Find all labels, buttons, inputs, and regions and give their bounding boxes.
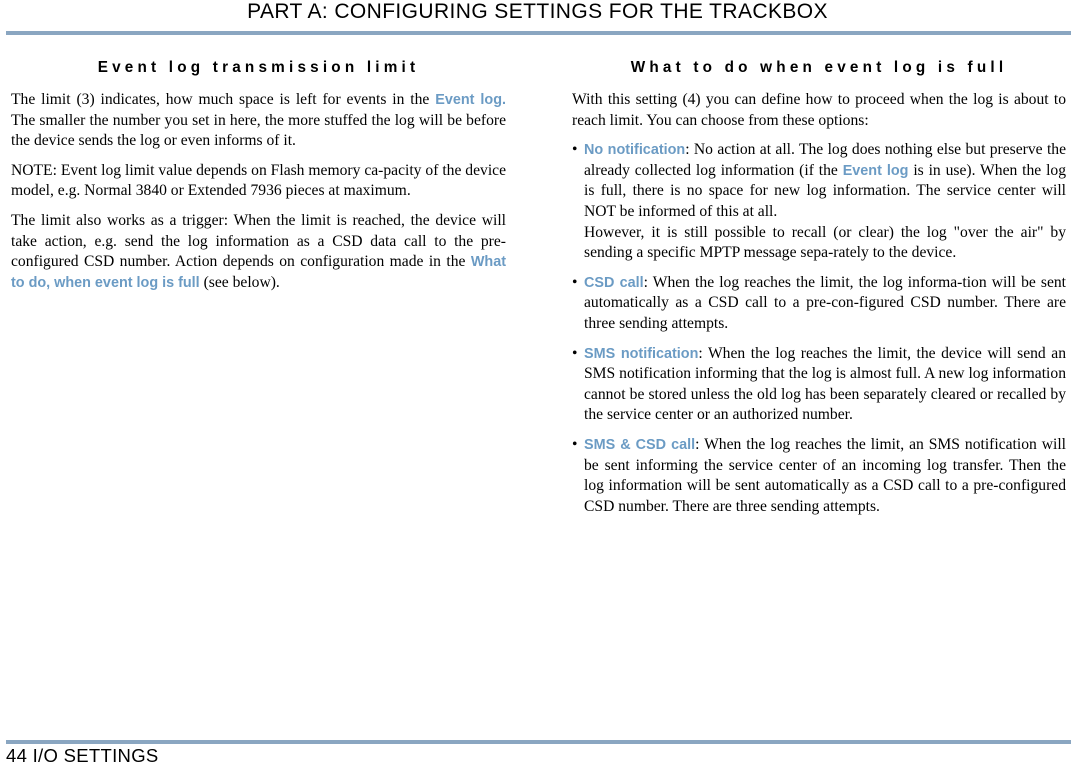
section-heading-log-full: What to do when event log is full bbox=[630, 59, 1008, 76]
what-to-do-link[interactable]: What to do, when event log is full bbox=[11, 254, 506, 291]
option-extra-text: However, it is still possible to recall (or clear) the log "over the air" by sending a specific MPTP message sepa-rately to the device. bbox=[584, 223, 1066, 262]
footer-divider bbox=[6, 740, 1071, 744]
paragraph-limit-description bbox=[11, 90, 506, 152]
option-name: CSD call bbox=[584, 274, 644, 291]
paragraph-intro: With this setting (4) you can define how to proceed when the log is about to reach limit. You can choose from these options: bbox=[572, 91, 1066, 129]
option-text bbox=[584, 273, 1066, 335]
option-text bbox=[584, 140, 1066, 222]
left-column bbox=[11, 58, 506, 302]
option-no-notification bbox=[572, 140, 1066, 264]
text-segment: The smaller the number you set in here, the more stuffed the log will be before the device sends the log or even informs of it. bbox=[11, 111, 506, 150]
option-csd-call bbox=[572, 273, 1066, 335]
paragraph-trigger bbox=[11, 211, 506, 293]
bullet-icon: • bbox=[572, 435, 578, 453]
option-sms-notification bbox=[572, 344, 1066, 426]
event-log-link[interactable]: Event log. bbox=[435, 92, 507, 108]
text-segment: : When the log reaches the limit, an SMS notification will be sent informing the service center of an incoming log transfer. Then the log information will be sent automatically as a CSD call to a pre-configured CSD number. There are three sending attempts. bbox=[584, 435, 1066, 515]
header-divider bbox=[6, 31, 1071, 35]
text-segment: (see below). bbox=[203, 273, 280, 291]
option-text bbox=[584, 435, 1066, 517]
text-segment: The limit (3) indicates, how much space is left for events in the bbox=[11, 91, 430, 108]
text-segment: : When the log reaches the limit, the log informa-tion will be sent automatically as a CSD call to a pre-con-figured CSD number. There are three sending attempts. bbox=[584, 273, 1066, 332]
paragraph-note: NOTE: Event log limit value depends on Flash memory ca-pacity of the device model, e.g. Normal 3840 or Extended 7936 pieces at maximum. bbox=[11, 161, 506, 200]
page-footer: 44 I/O SETTINGS bbox=[6, 745, 159, 766]
option-name: No notification bbox=[584, 142, 686, 159]
bullet-icon: • bbox=[572, 344, 578, 362]
option-text bbox=[584, 344, 1066, 426]
text-segment: The limit also works as a trigger: When the limit is reached, the device will take action, e.g. send the log information as a CSD data call to the pre-configured CSD number. Action depends on configuration made in the bbox=[11, 211, 506, 271]
text-segment: : No action at all. The log does nothing else but preserve the already collected log information (if the bbox=[584, 141, 1066, 179]
bullet-icon: • bbox=[572, 273, 578, 291]
section-heading-event-log-limit: Event log transmission limit bbox=[97, 59, 420, 76]
bullet-icon: • bbox=[572, 141, 578, 159]
text-segment: : When the log reaches the limit, the device will send an SMS notification informing that the log is almost full. A new log information cannot be stored unless the old log has been separately cleared or recalled by the service center or an authorized number. bbox=[584, 344, 1066, 424]
event-log-link[interactable]: Event log bbox=[842, 162, 909, 179]
option-sms-csd-call bbox=[572, 435, 1066, 517]
option-name: SMS & CSD call bbox=[584, 436, 696, 453]
option-name: SMS notification bbox=[584, 345, 699, 362]
page-header-title: PART A: CONFIGURING SETTINGS FOR THE TRACKBOX bbox=[247, 0, 828, 23]
text-segment: is in use). When the log is full, there is no space for new log information. The service center will NOT be informed of this at all. bbox=[584, 161, 1067, 220]
right-column bbox=[572, 58, 1066, 526]
